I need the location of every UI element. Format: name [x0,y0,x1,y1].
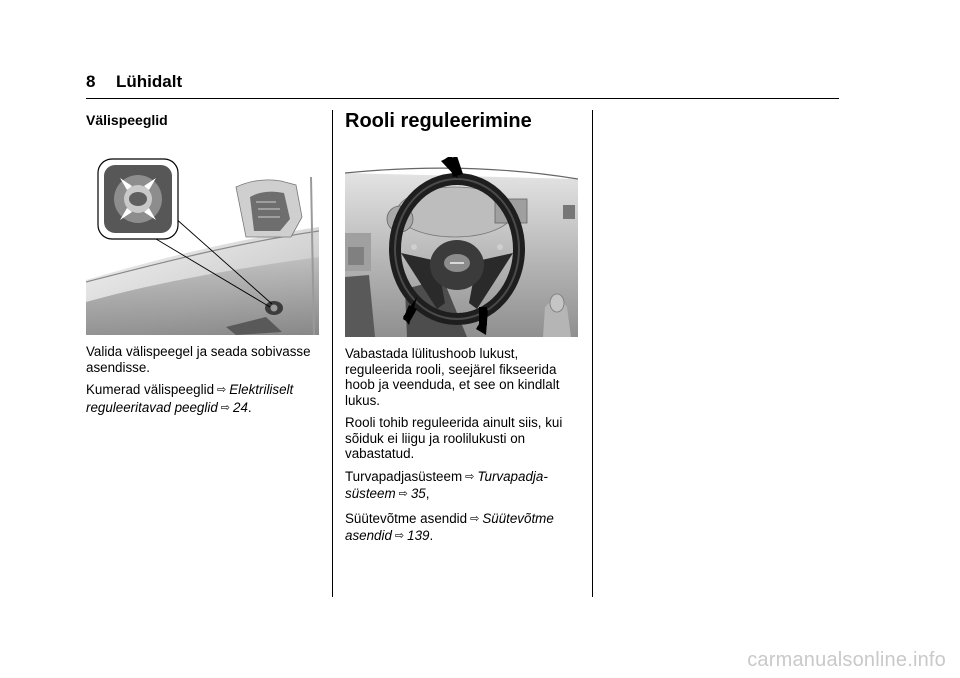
reference-page-24[interactable]: 24 [233,399,248,415]
steering-paragraph-4 [345,511,585,546]
reference-electric-mirrors[interactable]: Elektriliselt reguleeritavad peeglid [86,382,294,415]
mirror-instructions [86,344,322,424]
mirror-paragraph-1: Valida välispeegel ja seada sobivasse asendisse. [86,344,311,375]
reference-arrow-icon: ⇨ [465,470,475,483]
header-rule [86,98,839,99]
mirror-paragraph-2 [86,382,322,417]
column-divider-1 [332,110,333,597]
ignition-text: Süütevõtme asendid [345,510,468,526]
steering-wheel-drawing [345,157,578,337]
chapter-title: Lühidalt [116,72,183,91]
section-title-mirrors: Välispeeglid [86,112,168,128]
watermark: carmanualsonline.info [747,649,946,671]
steering-paragraph-2: Rooli tohib reguleerida ainult siis, kui sõiduk ei liigu ja roolilukusti on vabastatud. [345,415,563,461]
steering-paragraph-3 [345,469,585,504]
reference-arrow-icon: ⇨ [470,512,480,525]
sentence-end: . [247,399,252,415]
reference-page-139[interactable]: 139 [407,528,430,543]
column-divider-2 [592,110,593,597]
reference-airbag-system[interactable]: Turvapadja-süsteem [345,468,548,501]
section-title-steering: Rooli reguleerimine [345,110,532,132]
steering-instructions [345,346,585,553]
steering-paragraph-1: Vabastada lülitushoob lukust, reguleerida rooli, seejärel fikseerida hoob ja veenduda, et see on kindlalt lukus. [345,346,560,408]
reference-ignition-positions[interactable]: Süütevõtme asendid [345,510,554,543]
convex-mirrors-text: Kumerad välispeeglid [86,382,215,397]
page-arrow-icon: ⇨ [220,401,230,414]
page-arrow-icon: ⇨ [394,530,405,542]
page-arrow-icon: ⇨ [398,488,408,500]
page-header [86,72,182,92]
steering-wheel-illustration [345,157,578,337]
mirror-adjust-illustration [86,157,319,335]
reference-arrow-icon: ⇨ [217,384,227,396]
page-number: 8 [86,72,96,91]
airbag-text: Turvapadjasüsteem [345,468,463,484]
mirror-adjust-drawing [86,157,319,335]
reference-page-35[interactable]: 35 [410,486,426,501]
sentence-end: . [429,528,434,543]
sentence-comma: , [425,486,430,501]
